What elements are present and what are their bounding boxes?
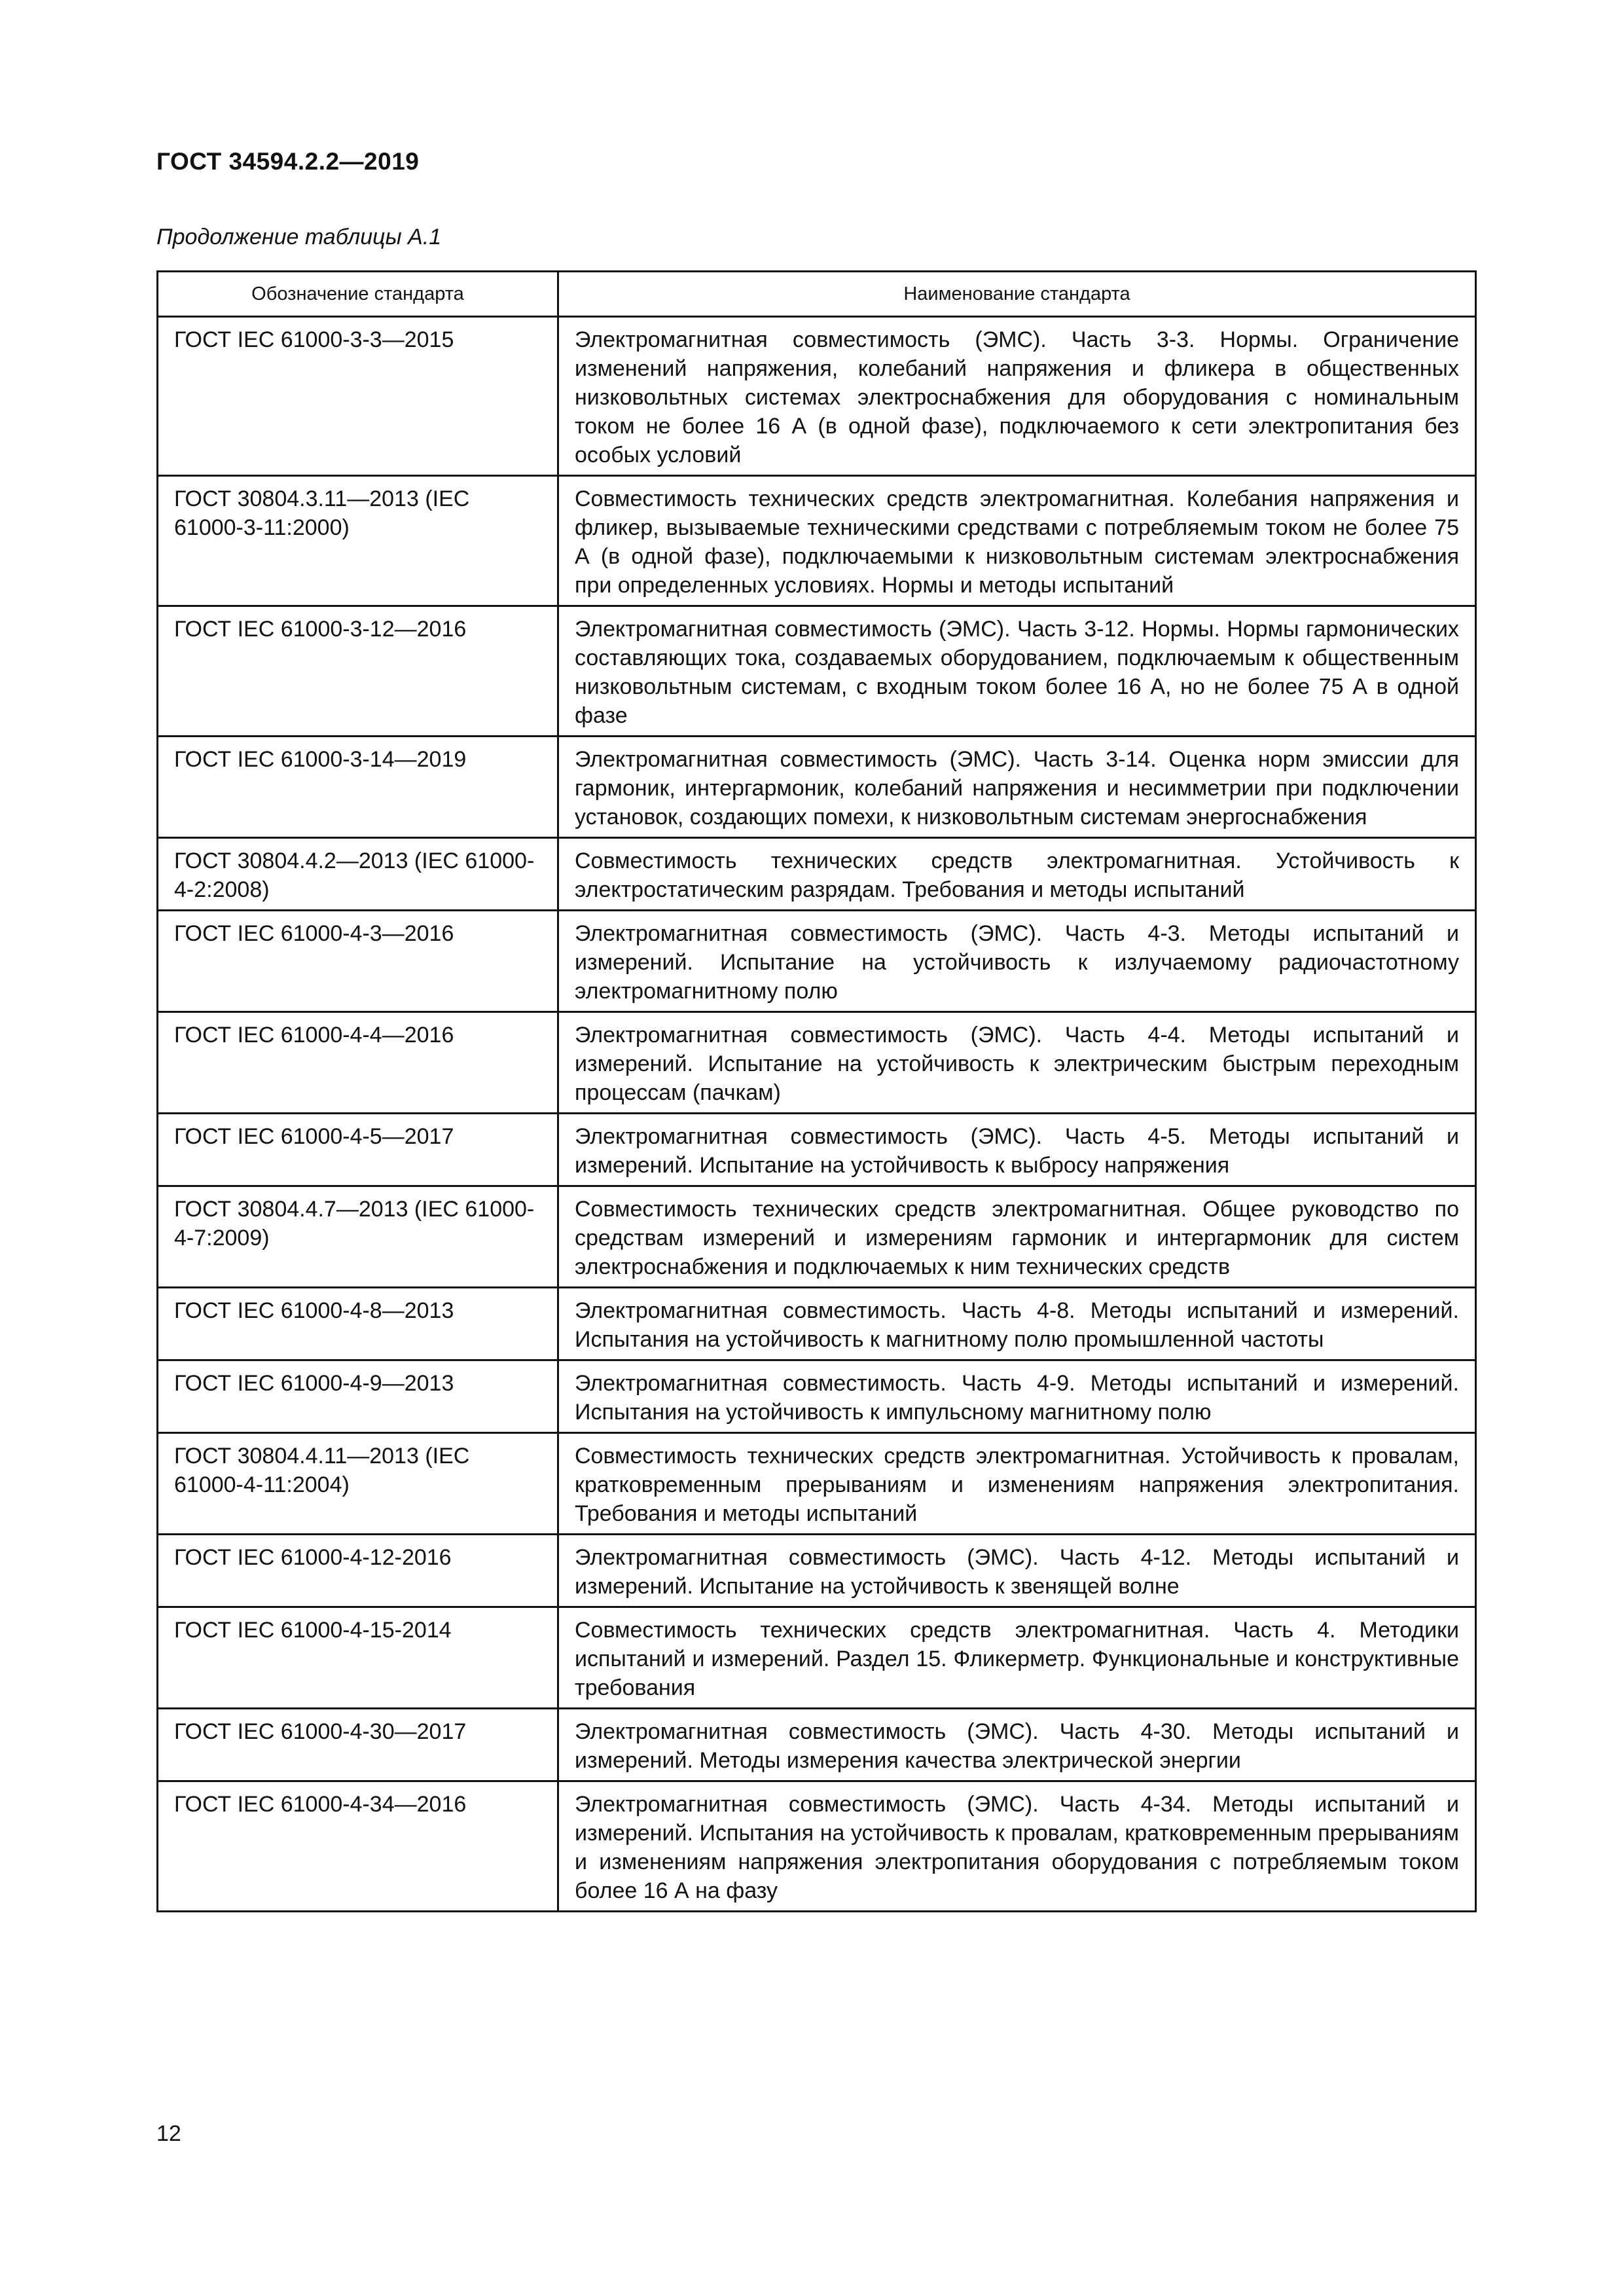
standard-title: Электромагнитная совместимость (ЭМС). Часть 4-5. Методы испытаний и измерений. Испытание на устойчивость к выбросу напряжения (558, 1114, 1476, 1186)
column-header-designation: Обозначение стандарта (158, 272, 558, 317)
standard-designation: ГОСТ IEC 61000-3-12—2016 (158, 606, 558, 737)
standard-designation: ГОСТ 30804.3.11—2013 (IEC 61000-3-11:2000) (158, 476, 558, 606)
standard-title: Электромагнитная совместимость (ЭМС). Часть 4-3. Методы испытаний и измерений. Испытание на устойчивость к излучаемому радиочастотному электромагнитному полю (558, 911, 1476, 1012)
standard-designation: ГОСТ IEC 61000-4-9—2013 (158, 1360, 558, 1433)
standard-designation: ГОСТ 30804.4.2—2013 (IEC 61000-4-2:2008) (158, 838, 558, 911)
standard-title: Электромагнитная совместимость (ЭМС). Часть 3-3. Нормы. Ограничение изменений напряжения, колебаний напряжения и фликера в общественных низковольтных системах электроснабжения для оборудования с номинальным током не более 16 А (в одной фазе), подключаемого к сети электропитания без особых условий (558, 317, 1476, 476)
standard-designation: ГОСТ IEC 61000-4-15-2014 (158, 1607, 558, 1709)
standard-title: Электромагнитная совместимость (ЭМС). Часть 4-30. Методы испытаний и измерений. Методы измерения качества электрической энергии (558, 1709, 1476, 1781)
table-row (158, 1360, 1476, 1433)
table-row (158, 1114, 1476, 1186)
standard-title: Электромагнитная совместимость. Часть 4-8. Методы испытаний и измерений. Испытания на устойчивость к магнитному полю промышленной частоты (558, 1288, 1476, 1360)
standard-title: Электромагнитная совместимость (ЭМС). Часть 3-12. Нормы. Нормы гармонических составляющих тока, создаваемых оборудованием, подключаемым к общественным низковольтным системам, с входным током более 16 А, но не более 75 А в одной фазе (558, 606, 1476, 737)
table-body (158, 317, 1476, 1912)
standard-designation: ГОСТ IEC 61000-4-8—2013 (158, 1288, 558, 1360)
table-row (158, 1607, 1476, 1709)
standard-title: Электромагнитная совместимость (ЭМС). Часть 4-4. Методы испытаний и измерений. Испытание на устойчивость к электрическим быстрым переходным процессам (пачкам) (558, 1012, 1476, 1114)
column-header-title: Наименование стандарта (558, 272, 1476, 317)
standard-designation: ГОСТ IEC 61000-4-4—2016 (158, 1012, 558, 1114)
table-row (158, 1709, 1476, 1781)
table-row (158, 1433, 1476, 1535)
table-row (158, 911, 1476, 1012)
standard-title: Совместимость технических средств электромагнитная. Колебания напряжения и фликер, вызываемые техническими средствами с потребляемым током не более 75 А (в одной фазе), подключаемыми к низковольтным системам электроснабжения при определенных условиях. Нормы и методы испытаний (558, 476, 1476, 606)
table-row (158, 1288, 1476, 1360)
table-row (158, 838, 1476, 911)
table-row (158, 606, 1476, 737)
standard-designation: ГОСТ IEC 61000-4-5—2017 (158, 1114, 558, 1186)
standard-designation: ГОСТ IEC 61000-3-14—2019 (158, 737, 558, 838)
standard-title: Электромагнитная совместимость (ЭМС). Часть 4-34. Методы испытаний и измерений. Испытания на устойчивость к провалам, кратковременным прерываниям и изменениям напряжения электропитания оборудования с потребляемым током более 16 А на фазу (558, 1781, 1476, 1912)
table-row (158, 1186, 1476, 1288)
standard-title: Совместимость технических средств электромагнитная. Устойчивость к провалам, кратковременным прерываниям и изменениям напряжения электропитания. Требования и методы испытаний (558, 1433, 1476, 1535)
table-caption: Продолжение таблицы А.1 (156, 225, 442, 249)
standard-title: Совместимость технических средств электромагнитная. Часть 4. Методики испытаний и измерений. Раздел 15. Фликерметр. Функциональные и конструктивные требования (558, 1607, 1476, 1709)
standard-designation: ГОСТ 30804.4.11—2013 (IEC 61000-4-11:2004) (158, 1433, 558, 1535)
standard-designation: ГОСТ IEC 61000-3-3—2015 (158, 317, 558, 476)
standard-designation: ГОСТ IEC 61000-4-12-2016 (158, 1535, 558, 1607)
standard-title: Совместимость технических средств электромагнитная. Устойчивость к электростатическим разрядам. Требования и методы испытаний (558, 838, 1476, 911)
standard-designation: ГОСТ IEC 61000-4-3—2016 (158, 911, 558, 1012)
standard-title: Совместимость технических средств электромагнитная. Общее руководство по средствам измерений и измерениям гармоник и интергармоник для систем электроснабжения и подключаемых к ним технических средств (558, 1186, 1476, 1288)
standard-designation: ГОСТ IEC 61000-4-30—2017 (158, 1709, 558, 1781)
standard-title: Электромагнитная совместимость (ЭМС). Часть 3-14. Оценка норм эмиссии для гармоник, интергармоник, колебаний напряжения и несимметрии при подключении установок, создающих помехи, к низковольтным системам энергоснабжения (558, 737, 1476, 838)
table-row (158, 317, 1476, 476)
page-number: 12 (156, 2121, 181, 2146)
standards-table (156, 270, 1477, 1912)
standard-title: Электромагнитная совместимость (ЭМС). Часть 4-12. Методы испытаний и измерений. Испытание на устойчивость к звенящей волне (558, 1535, 1476, 1607)
table-row (158, 1012, 1476, 1114)
table-row (158, 476, 1476, 606)
table-header-row (158, 272, 1476, 317)
standard-title: Электромагнитная совместимость. Часть 4-9. Методы испытаний и измерений. Испытания на устойчивость к импульсному магнитному полю (558, 1360, 1476, 1433)
standard-designation: ГОСТ IEC 61000-4-34—2016 (158, 1781, 558, 1912)
document-header: ГОСТ 34594.2.2—2019 (156, 148, 420, 175)
standard-designation: ГОСТ 30804.4.7—2013 (IEC 61000-4-7:2009) (158, 1186, 558, 1288)
table-row (158, 1781, 1476, 1912)
table-row (158, 737, 1476, 838)
table-row (158, 1535, 1476, 1607)
